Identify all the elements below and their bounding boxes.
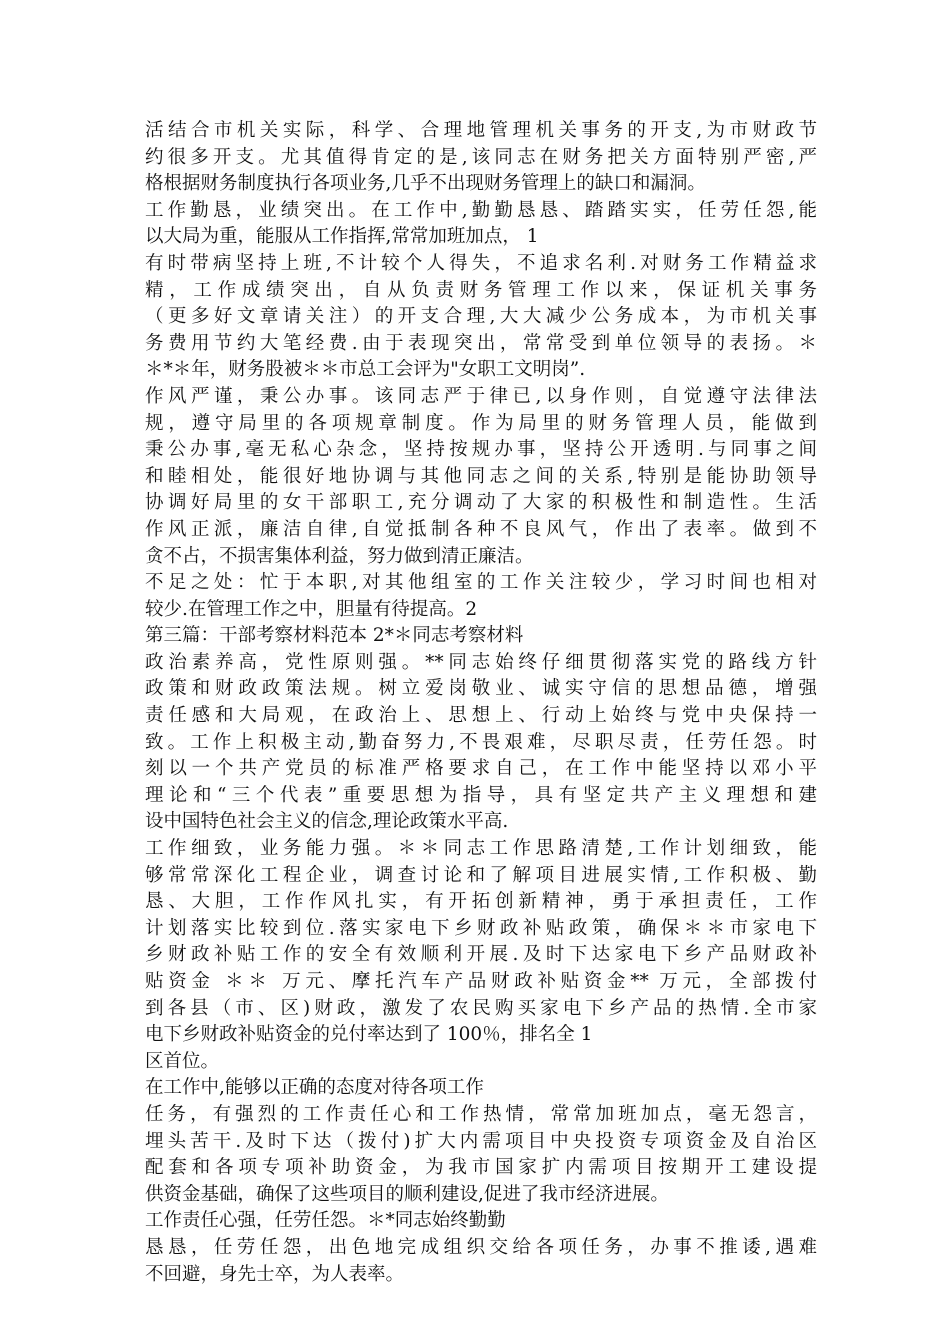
text-line: 作风正派，廉洁自律,自觉抵制各种不良风气，作出了表率。做到不 [145, 518, 817, 540]
text-line: 规，遵守局里的各项规章制度。作为局里的财务管理人员，能做到 [145, 412, 817, 434]
text-line: 计划落实比较到位.落实家电下乡财政补贴政策，确保＊＊市家电下 [145, 917, 817, 939]
document-body [145, 118, 817, 1288]
text-line: 工作责任心强，任劳任怨。＊*同志始终勤勤 [145, 1210, 506, 1232]
text-line: ＊*＊年，财务股被＊＊市总工会评为"女职工文明岗”. [145, 359, 586, 381]
text-line: 不回避，身先士卒，为人表率。 [145, 1263, 405, 1285]
text-line: 精，工作成绩突出，自从负责财务管理工作以来，保证机关事务 [145, 279, 817, 301]
text-line: 务费用节约大笔经费.由于表现突出，常常受到单位领导的表扬。＊ [145, 332, 817, 354]
text-line: 协调好局里的女干部职工,充分调动了大家的积极性和制造性。生活 [145, 492, 817, 514]
text-line: 秉公办事,毫无私心杂念，坚持按规办事，坚持公开透明.与同事之间 [145, 439, 817, 461]
text-line: 在工作中,能够以正确的态度对待各项工作 [145, 1077, 484, 1099]
text-line: 约很多开支。尤其值得肯定的是,该同志在财务把关方面特别严密,严 [145, 146, 817, 168]
text-line: 和睦相处，能很好地协调与其他同志之间的关系,特别是能协助领导 [145, 465, 817, 487]
text-line: 较少.在管理工作之中，胆量有待提高。2 [145, 598, 478, 620]
text-line: 配套和各项专项补助资金，为我市国家扩内需项目按期开工建设提 [145, 1157, 817, 1179]
text-line: 埋头苦干.及时下达（拨付)扩大内需项目中央投资专项资金及自治区 [145, 1130, 817, 1152]
text-line: 工作勤恳，业绩突出。在工作中,勤勤恳恳、踏踏实实，任劳任怨,能 [145, 199, 817, 221]
text-line: 恳恳，任劳任怨，出色地完成组织交给各项任务，办事不推诿,遇难 [145, 1236, 817, 1258]
text-line: 不足之处：忙于本职,对其他组室的工作关注较少，学习时间也相对 [145, 572, 817, 594]
text-line: 电下乡财政补贴资金的兑付率达到了 100％，排名全 1 [145, 1024, 593, 1046]
text-line: 理论和“三个代表”重要思想为指导，具有坚定共产主义理想和建 [145, 784, 817, 806]
text-line: 贴资金 ＊＊ 万元、摩托汽车产品财政补贴资金** 万元，全部拨付 [145, 971, 817, 992]
text-line: 刻以一个共产党员的标准严格要求自己，在工作中能坚持以邓小平 [145, 758, 817, 780]
text-line: 到各县（市、区)财政，激发了农民购买家电下乡产品的热情.全市家 [145, 997, 817, 1019]
text-line: 致。工作上积极主动,勤奋努力,不畏艰难，尽职尽责，任劳任怨。时 [145, 731, 817, 753]
text-line: 够常常深化工程企业，调查讨论和了解项目进展实情,工作积极、勤 [145, 864, 817, 886]
text-line: 活结合市机关实际，科学、合理地管理机关事务的开支,为市财政节 [145, 120, 817, 141]
text-line: 第三篇：干部考察材料范本 2*＊同志考察材料 [145, 625, 524, 647]
text-line: 区首位。 [145, 1050, 220, 1072]
text-line: 供资金基础，确保了这些项目的顺利建设,促进了我市经济进展。 [145, 1183, 669, 1205]
text-line: 乡财政补贴工作的安全有效顺利开展.及时下达家电下乡产品财政补 [145, 944, 817, 966]
text-line: 设中国特色社会主义的信念,理论政策水平高. [145, 811, 509, 833]
text-line: 作风严谨，秉公办事。该同志严于律已,以身作则，自觉遵守法律法 [145, 385, 817, 407]
text-line: 任务，有强烈的工作责任心和工作热情，常常加班加点，毫无怨言， [145, 1103, 817, 1125]
text-line: 以大局为重，能服从工作指挥,常常加班加点， 1 [145, 226, 539, 248]
text-line: 责任感和大局观，在政治上、思想上、行动上始终与党中央保持一 [145, 705, 817, 727]
text-line: （更多好文章请关注）的开支合理,大大减少公务成本，为市机关事 [145, 306, 817, 328]
text-line: 贪不占，不损害集体利益，努力做到清正廉洁。 [145, 545, 534, 567]
text-line: 有时带病坚持上班,不计较个人得失，不追求名利.对财务工作精益求 [145, 252, 817, 274]
text-line: 政策和财政政策法规。树立爱岗敬业、诚实守信的思想品德，增强 [145, 678, 817, 700]
text-line: 恳、大胆，工作作风扎实，有开拓创新精神，勇于承担责任，工作 [145, 891, 817, 913]
text-line: 工作细致，业务能力强。＊＊同志工作思路清楚,工作计划细致，能 [145, 838, 817, 860]
text-line: 政治素养高，党性原则强。**同志始终仔细贯彻落实党的路线方针 [145, 651, 817, 673]
text-line: 格根据财务制度执行各项业务,几乎不出现财务管理上的缺口和漏洞。 [145, 173, 706, 195]
